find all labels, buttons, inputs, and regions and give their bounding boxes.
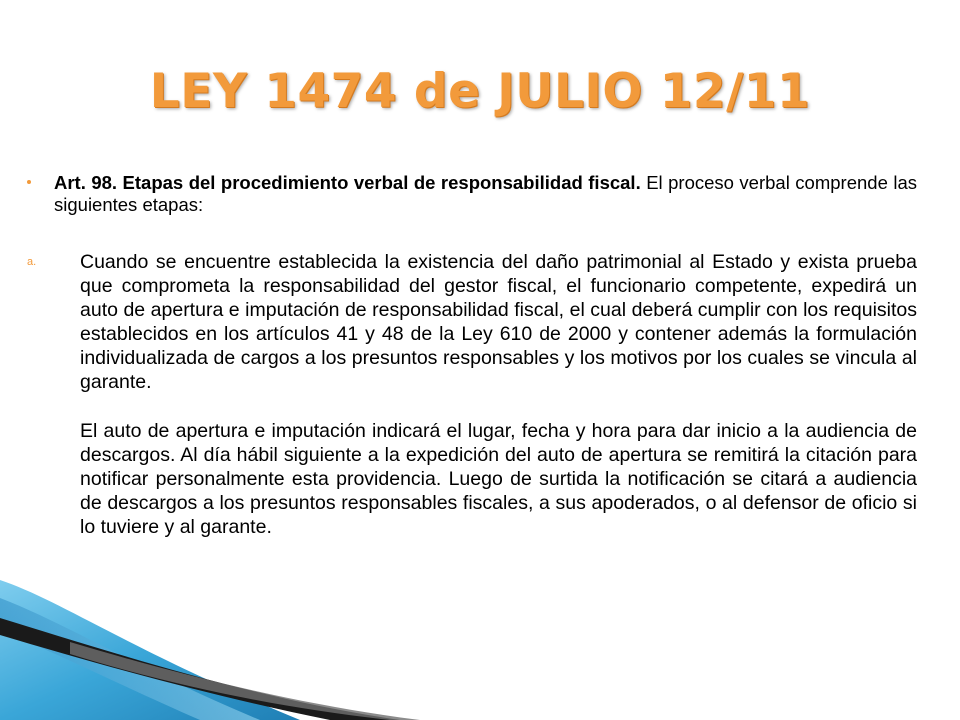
corner-decoration [0, 580, 960, 720]
paragraph-2: El auto de apertura e imputación indicará el lugar, fecha y hora para dar inicio a la audiencia de descargos. Al día hábil siguiente a la expedición del auto de apertura se remitirá la citación para notificar personalmente esta providencia. Luego de surtida la notificación se citará a audiencia de descargos a los presuntos responsables fiscales, a sus apoderados, o al defensor de oficio si lo tuviere y al garante. [80, 420, 917, 538]
article-intro: El proceso verbal comprende las siguientes etapas: [54, 172, 917, 215]
article-text [54, 172, 917, 216]
sub-item-body [80, 250, 917, 539]
slide-title: LEY 1474 de JULIO 12/11 [149, 64, 811, 119]
article-heading: Art. 98. Etapas del procedimiento verbal de responsabilidad fiscal. [54, 172, 641, 193]
list-marker: a. [27, 256, 37, 268]
paragraph-1: Cuando se encuentre establecida la existencia del daño patrimonial al Estado y exista prueba que comprometa la responsabilidad del gestor fiscal, el funcionario competente, expedirá un auto de apertura e imputación de responsabilidad fiscal, el cual deberá cumplir con los requisitos establecidos en los artículos 41 y 48 de la Ley 610 de 2000 y contener además la formulación individualizada de cargos a los presuntos responsables y los motivos por los cuales se vincula al garante. [80, 251, 917, 393]
bullet-dot-icon [27, 180, 31, 184]
